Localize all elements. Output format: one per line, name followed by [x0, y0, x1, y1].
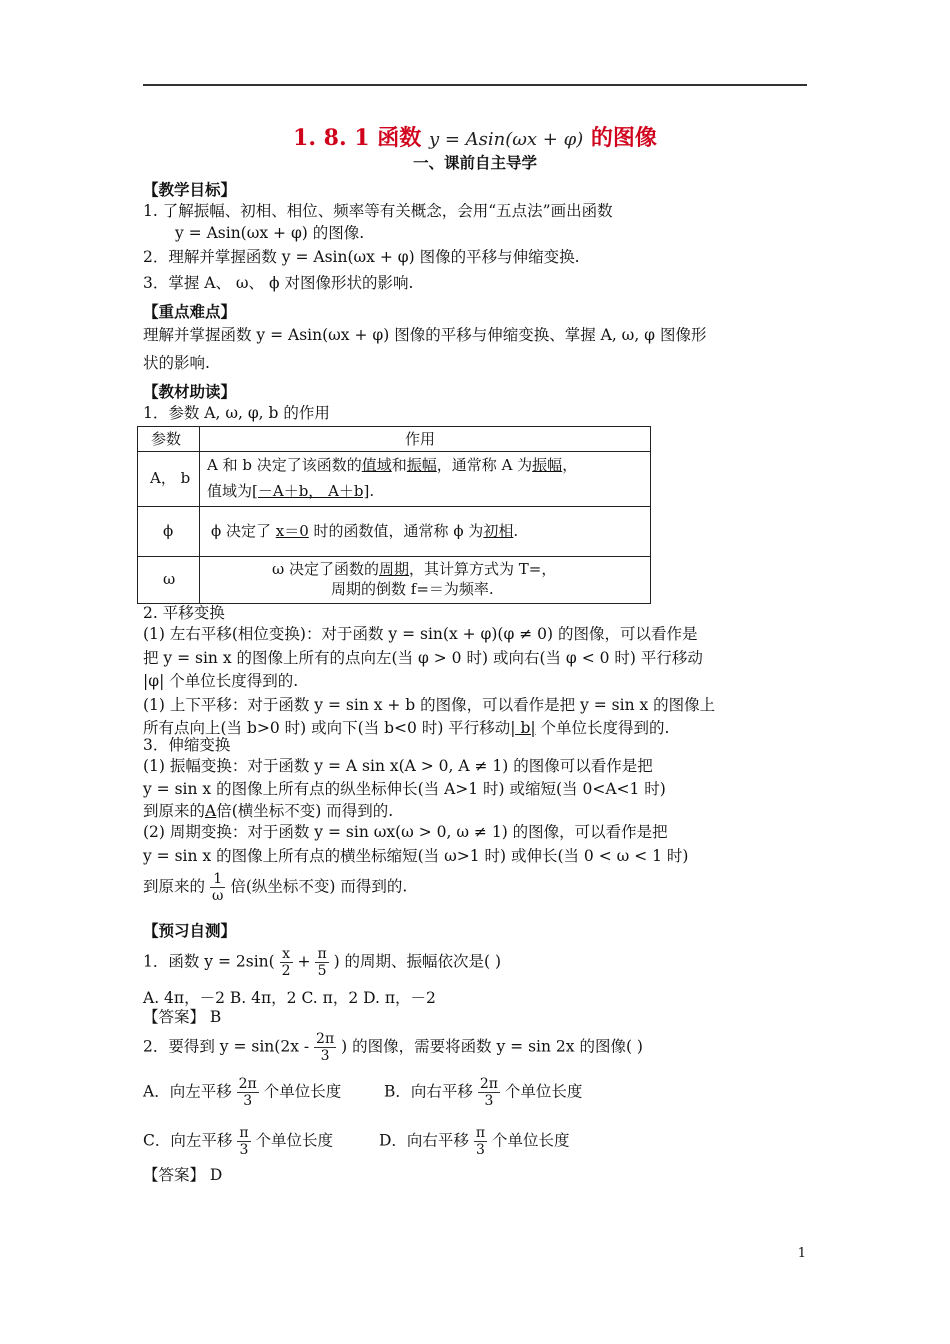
shift-heading: 2. 平移变换: [143, 604, 225, 622]
question-1: 1．函数 y = 2sin( $\frac{x}{2}$ + $\frac{\pi}{5}$ ) 的周期、振幅依次是( ): [143, 946, 502, 979]
page-title: [0, 121, 950, 152]
table-row-param: A， b: [150, 469, 191, 487]
shift-line: 把 y = sin x 的图像上所有的点向左(当 φ > 0 时) 或向右(当 φ < 0 时) 平行移动: [143, 649, 703, 667]
question-1-options: A. 4π，－2 B. 4π，2 C. π，2 D. π，－2: [143, 989, 436, 1007]
table-row-effect: 周期的倒数 f=＝为频率.: [331, 580, 494, 598]
shift-line: (1) 左右平移(相位变换)：对于函数 y = sin(x + φ)(φ ≠ 0) 的图像，可以看作是: [143, 625, 698, 643]
fraction: $\frac{\pi}{3}$: [475, 1125, 486, 1158]
preview-heading: 【预习自测】: [143, 921, 237, 940]
question-2: 2．要得到 y = sin(2x - $\frac{2\pi}{3}$ ) 的图像，需要将函数 y = sin 2x 的图像( ): [143, 1031, 643, 1064]
scale-line: y = sin x 的图像上所有点的横坐标缩短(当 ω>1 时) 或伸长(当 0 < ω < 1 时): [143, 847, 689, 865]
question-2-answer: 【答案】 D: [143, 1166, 223, 1184]
scale-line: 到原来的 $\frac{1}{\omega}$ 倍(纵坐标不变) 而得到的.: [143, 871, 408, 904]
table-row-param: ϕ: [163, 522, 174, 540]
scale-heading: 3．伸缩变换: [143, 736, 231, 754]
table-row-effect: A 和 b 决定了该函数的值域和振幅，通常称 A 为振幅，: [207, 456, 578, 474]
difficulty-line-1: 理解并掌握函数 y = Asin(ωx + φ) 图像的平移与伸缩变换、掌握 A, ω, φ 图像形: [143, 326, 707, 344]
title-suffix: 的图像: [590, 125, 657, 151]
table-rule: [138, 506, 650, 507]
section-subtitle: 一、课前自主导学: [412, 153, 537, 172]
table-row-effect: ω 决定了函数的周期，其计算方式为 T=，: [272, 560, 557, 578]
fraction: $\frac{1}{\omega}$: [211, 871, 224, 904]
header-rule: [143, 84, 807, 86]
scale-line: (2) 周期变换：对于函数 y = sin ωx(ω > 0, ω ≠ 1) 的图像，可以看作是把: [143, 823, 668, 841]
difficulty-line-2: 状的影响.: [143, 354, 210, 372]
table-rule: [138, 451, 650, 452]
difficulty-heading: 【重点难点】: [143, 302, 237, 321]
table-rule: [138, 556, 650, 557]
table-header-effect: 作用: [405, 430, 436, 448]
fraction: $\frac{2\pi}{3}$: [238, 1076, 257, 1109]
objective-2: 2．理解并掌握函数 y = Asin(ωx + φ) 图像的平移与伸缩变换.: [143, 248, 580, 266]
shift-line: 所有点向上(当 b>0 时) 或向下(当 b<0 时) 平行移动| b| 个单位长度得到的.: [143, 719, 670, 737]
question-2-option-c: C．向左平移 $\frac{\pi}{3}$ 个单位长度: [143, 1125, 333, 1158]
scale-line: 到原来的A倍(横坐标不变) 而得到的.: [143, 802, 394, 820]
table-header-param: 参数: [151, 430, 182, 448]
objective-3: 3．掌握 A、 ω、 ϕ 对图像形状的影响.: [143, 274, 414, 292]
objectives-heading: 【教学目标】: [143, 180, 237, 199]
fraction: $\frac{x}{2}$: [281, 946, 291, 979]
fraction: $\frac{2\pi}{3}$: [479, 1076, 498, 1109]
table-divider: [199, 427, 200, 603]
reading-heading: 【教材助读】: [143, 382, 237, 401]
page-number: 1: [797, 1246, 806, 1261]
shift-line: |φ| 个单位长度得到的.: [143, 672, 299, 690]
scale-line: (1) 振幅变换：对于函数 y = A sin x(A > 0, A ≠ 1) 的图像可以看作是把: [143, 757, 653, 775]
question-1-answer: 【答案】 B: [143, 1008, 222, 1026]
scale-line: y = sin x 的图像上所有点的纵坐标伸长(当 A>1 时) 或缩短(当 0<A<1 时): [143, 780, 666, 798]
title-prefix: 1. 8. 1 函数: [293, 125, 422, 151]
fraction: $\frac{\pi}{3}$: [239, 1125, 249, 1158]
shift-line: (1) 上下平移：对于函数 y = sin x + b 的图像，可以看作是把 y = sin x 的图像上: [143, 696, 716, 714]
question-2-option-b: B．向右平移 $\frac{2\pi}{3}$ 个单位长度: [384, 1076, 583, 1109]
objective-1: 1. 了解振幅、初相、相位、频率等有关概念，会用“五点法”画出函数: [143, 202, 613, 220]
title-formula: y = Asin(ωx + φ): [428, 129, 584, 150]
table-row-param: ω: [163, 570, 176, 588]
objective-1-formula: y = Asin(ωx + φ) 的图像.: [175, 224, 365, 242]
parameter-table: [137, 426, 651, 604]
fraction: $\frac{\pi}{5}$: [317, 946, 327, 979]
question-2-option-d: D．向右平移 $\frac{\pi}{3}$ 个单位长度: [379, 1125, 570, 1158]
table-row-effect: 值域为[－A＋b， A＋b].: [207, 482, 375, 500]
table-row-effect: ϕ 决定了 x＝0 时的函数值，通常称 ϕ 为初相.: [211, 522, 519, 540]
question-2-option-a: A．向左平移 $\frac{2\pi}{3}$ 个单位长度: [143, 1076, 342, 1109]
reading-item-1: 1．参数 A, ω, φ, b 的作用: [143, 404, 330, 422]
fraction: $\frac{2\pi}{3}$: [316, 1031, 335, 1064]
